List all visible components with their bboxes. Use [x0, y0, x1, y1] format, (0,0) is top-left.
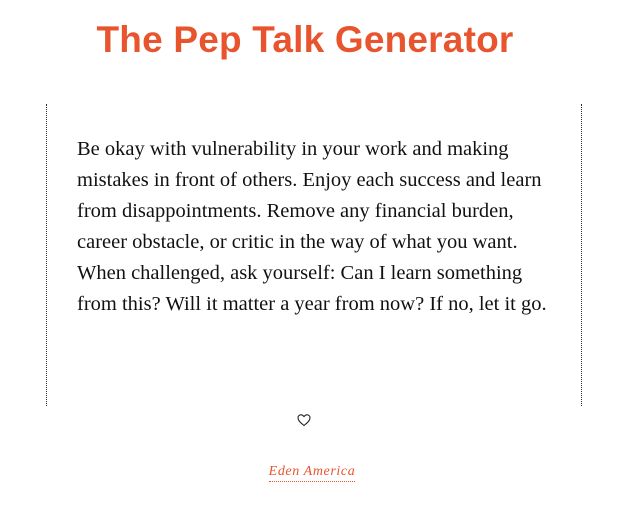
page-title: The Pep Talk Generator [96, 19, 514, 60]
heart-icon[interactable] [296, 412, 312, 428]
author-link[interactable]: Eden America [269, 464, 356, 482]
quote-text: Be okay with vulnerability in your work and making mistakes in front of others. Enjoy each success and learn from disappointments. Remove any financial burden, career obstacle, or critic in the way of what you want. When challenged, ask yourself: Can I learn something from this? Will it matter a year from now? If no, let it go. [77, 138, 547, 315]
author-footer [0, 462, 624, 480]
quote-card [46, 104, 582, 406]
